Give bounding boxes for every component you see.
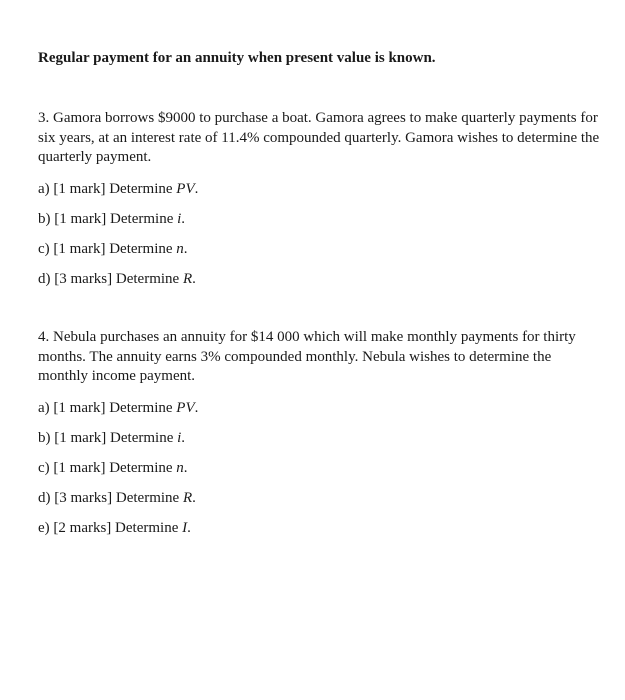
question-4-part-a xyxy=(38,399,603,429)
part-end: . xyxy=(181,210,186,227)
part-end: . xyxy=(192,270,196,287)
part-label: a) [1 mark] Determine xyxy=(38,180,177,197)
question-3-prompt: 3. Gamora borrows $9000 to purchase a boat. Gamora agrees to make quarterly payments for six years, at an interest rate of 11.4% compounded quarterly. Gamora wishes to determine the quarterly payment. xyxy=(38,110,600,165)
section-heading: Regular payment for an annuity when present value is known. xyxy=(38,50,436,66)
part-end: . xyxy=(187,519,191,536)
question-4-prompt: 4. Nebula purchases an annuity for $14 000 which will make monthly payments for thirty months. The annuity earns 3% compounded monthly. Nebula wishes to determine the monthly income payment. xyxy=(38,329,576,384)
part-variable: R xyxy=(182,270,193,287)
part-end: . xyxy=(192,489,196,506)
question-4-part-e xyxy=(38,519,603,549)
part-label: e) [2 marks] Determine xyxy=(38,519,183,536)
part-variable: i xyxy=(177,429,182,446)
part-variable: n xyxy=(176,459,184,476)
question-4-part-d xyxy=(38,489,603,519)
question-3 xyxy=(38,109,603,300)
part-label: b) [1 mark] Determine xyxy=(38,210,178,227)
part-label: c) [1 mark] Determine xyxy=(38,459,177,476)
part-label: a) [1 mark] Determine xyxy=(38,399,177,416)
part-label: b) [1 mark] Determine xyxy=(38,429,178,446)
part-variable: R xyxy=(182,489,193,506)
part-label: d) [3 marks] Determine xyxy=(38,489,183,506)
question-4-part-c xyxy=(38,459,603,489)
question-3-part-a xyxy=(38,180,603,210)
question-3-part-c xyxy=(38,240,603,270)
part-variable: I xyxy=(182,519,188,536)
part-end: . xyxy=(183,459,188,476)
part-end: . xyxy=(194,399,199,416)
part-variable: PV xyxy=(176,399,195,416)
part-end: . xyxy=(194,180,199,197)
question-4-part-b xyxy=(38,429,603,459)
part-variable: PV xyxy=(176,180,195,197)
part-label: c) [1 mark] Determine xyxy=(38,240,177,257)
part-label: d) [3 marks] Determine xyxy=(38,270,183,287)
question-4 xyxy=(38,328,603,549)
part-variable: i xyxy=(177,210,182,227)
part-variable: n xyxy=(176,240,184,257)
part-end: . xyxy=(181,429,186,446)
part-end: . xyxy=(183,240,188,257)
question-3-part-b xyxy=(38,210,603,240)
question-3-part-d xyxy=(38,270,603,300)
